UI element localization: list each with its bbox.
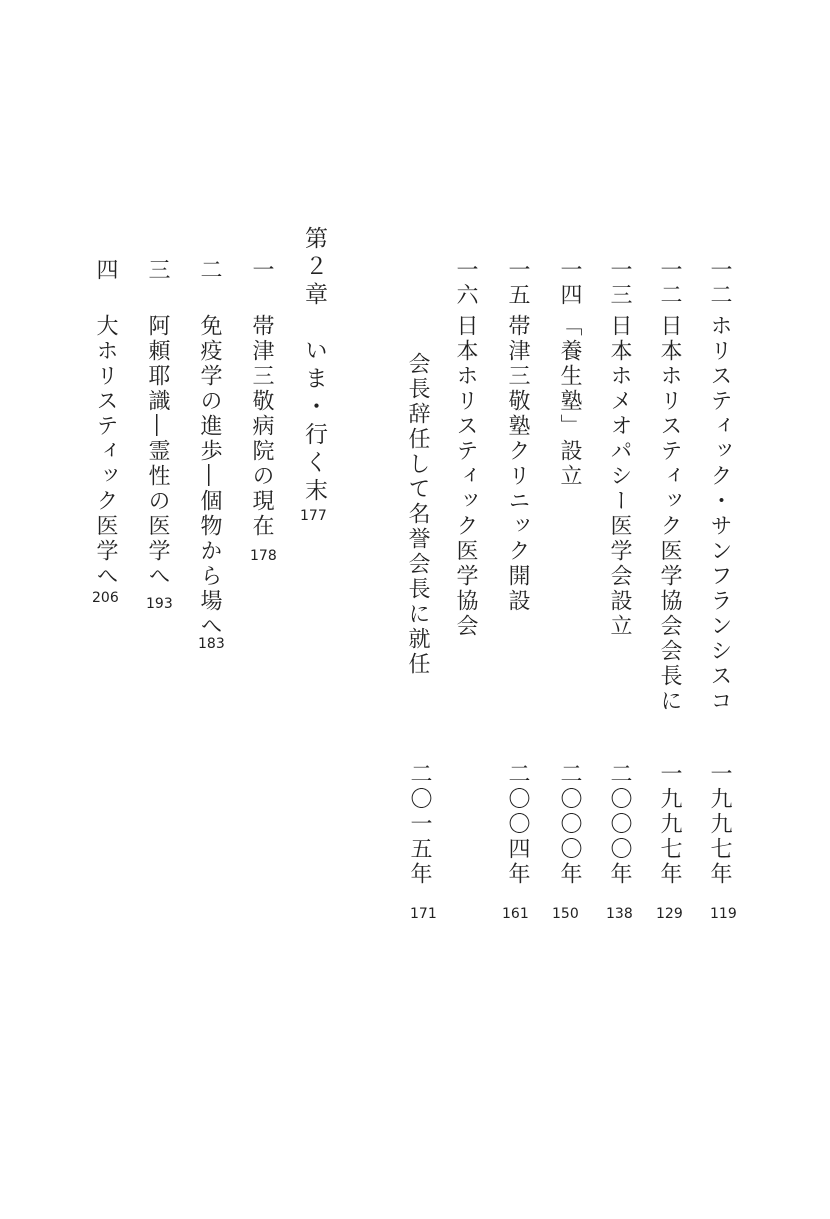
toc-entry-12a-page: 119 [710,906,737,922]
toc-left-4-title: 大ホリスティック医学へ [93,314,118,589]
toc-entry-16-year: 二〇一五年 [407,762,432,887]
chapter-2-title: 第２章 いま・行く末 [301,226,327,506]
toc-left-3-title: 阿頼耶識―霊性の医学へ [145,314,170,589]
toc-entry-16-title: 日本ホリスティック医学協会 [453,314,478,639]
toc-entry-12a-title: ホリスティック・サンフランシスコ [707,314,732,714]
toc-entry-12b-year: 一九九七年 [657,762,682,887]
toc-entry-15-number: 一五 [505,258,530,308]
toc-entry-12a-year: 一九九七年 [707,762,732,887]
toc-left-3-page: 193 [146,596,173,612]
toc-left-1-number: 一 [249,258,274,283]
toc-entry-13-title: 日本ホメオパシー医学会設立 [607,314,632,639]
toc-entry-12b-number: 一二 [657,258,682,308]
toc-entry-13-page: 138 [606,906,633,922]
toc-entry-12b-page: 129 [656,906,683,922]
toc-entry-12a-number: 一二 [707,258,732,308]
toc-entry-14-page: 150 [552,906,579,922]
toc-left-2-page: 183 [198,636,225,652]
toc-left-1-page: 178 [250,548,277,564]
toc-left-2-number: 二 [197,258,222,283]
chapter-2-page: 177 [300,508,327,524]
toc-left-4-number: 四 [93,258,118,283]
toc-left-1-title: 帯津三敬病院の現在 [249,314,274,539]
toc-entry-14-number: 一四 [557,258,582,308]
toc-left-4-page: 206 [92,590,119,606]
toc-entry-16-number: 一六 [453,258,478,308]
toc-entry-13-number: 一三 [607,258,632,308]
toc-left-2-title: 免疫学の進歩―個物から場へ [197,314,222,639]
toc-entry-16-page: 171 [410,906,437,922]
toc-entry-14-title: 「養生塾」設立 [557,314,582,489]
toc-entry-16-subtitle: 会長辞任して名誉会長に就任 [405,352,430,677]
toc-entry-12b-title: 日本ホリスティック医学協会会長に [657,314,682,714]
toc-left-3-number: 三 [145,258,170,283]
toc-entry-15-title: 帯津三敬塾クリニック開設 [505,314,530,614]
toc-entry-15-page: 161 [502,906,529,922]
toc-entry-13-year: 二〇〇〇年 [607,762,632,887]
toc-entry-14-year: 二〇〇〇年 [557,762,582,887]
toc-entry-15-year: 二〇〇四年 [505,762,530,887]
